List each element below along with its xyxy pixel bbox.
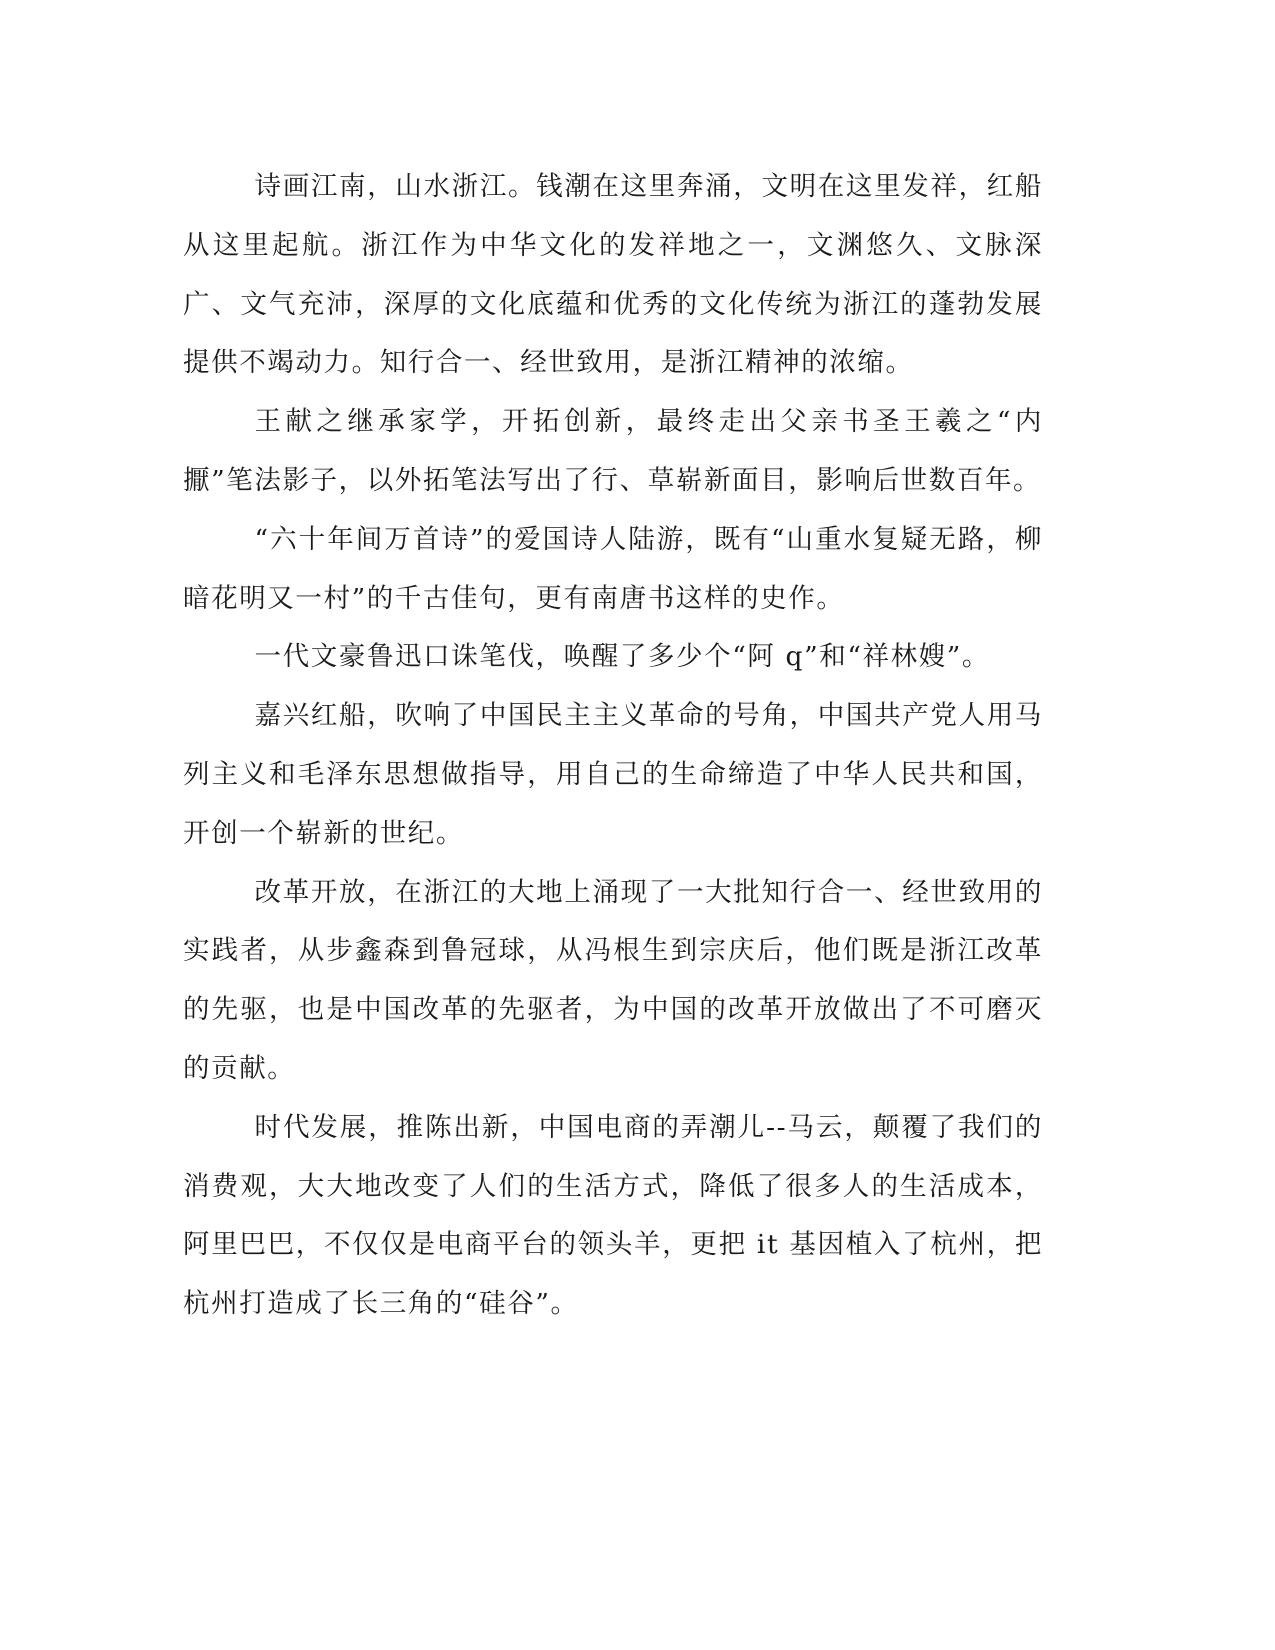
document-body [183, 158, 1043, 1334]
paragraph-intro: 诗画江南，山水浙江。钱潮在这里奔涌，文明在这里发祥，红船从这里起航。浙江作为中华文化的发祥地之一，文渊悠久、文脉深广、文气充沛，深厚的文化底蕴和优秀的文化传统为浙江的蓬勃发展提供不竭动力。知行合一、经世致用，是浙江精神的浓缩。 [183, 171, 1043, 379]
paragraph-ecommerce: 时代发展，推陈出新，中国电商的弄潮儿--马云，颠覆了我们的消费观，大大地改变了人们的生活方式，降低了很多人的生活成本，阿里巴巴，不仅仅是电商平台的领头羊，更把 it 基因植入了杭州，把杭州打造成了长三角的“硅谷”。 [183, 1111, 1043, 1320]
paragraph-reform: 改革开放，在浙江的大地上涌现了一大批知行合一、经世致用的实践者，从步鑫森到鲁冠球，从冯根生到宗庆后，他们既是浙江改革的先驱，也是中国改革的先驱者，为中国的改革开放做出了不可磨灭的贡献。 [183, 876, 1043, 1084]
paragraph-lu-xun: 一代文豪鲁迅口诛笔伐，唤醒了多少个“阿 q”和“祥林嫂”。 [254, 641, 991, 673]
paragraph-lu-you: “六十年间万首诗”的爱国诗人陆游，既有“山重水复疑无路，柳暗花明又一村”的千古佳句，更有南唐书这样的史作。 [183, 523, 1043, 614]
paragraph-wang-xianzhi: 王献之继承家学，开拓创新，最终走出父亲书圣王羲之“内擫”笔法影子，以外拓笔法写出了行、草崭新面目，影响后世数百年。 [183, 406, 1043, 496]
paragraph-red-boat: 嘉兴红船，吹响了中国民主主义革命的号角，中国共产党人用马列主义和毛泽东思想做指导，用自己的生命缔造了中华人民共和国，开创一个崭新的世纪。 [183, 700, 1043, 849]
